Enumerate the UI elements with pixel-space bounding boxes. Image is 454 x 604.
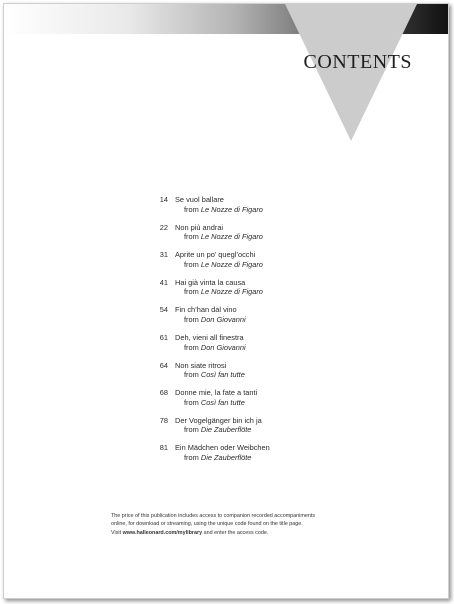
toc-page-number: 54 (159, 305, 168, 315)
toc-opera-title: Die Zauberflöte (200, 425, 252, 435)
toc-opera-title: Don Giovanni (200, 342, 246, 352)
toc-from-label: from (184, 314, 199, 324)
toc-from-label: from (184, 452, 199, 462)
toc-source (184, 315, 246, 325)
toc-opera-title: Le Nozze di Figaro (200, 287, 263, 297)
toc-opera-title: Don Giovanni (200, 314, 246, 324)
toc-from-label: from (184, 204, 199, 214)
toc-song-title: Non siate ritrosi (175, 360, 227, 370)
access-note-line: Visit www.halleonard.com/mylibrary and enter the access code. (111, 529, 269, 536)
toc-source (184, 398, 245, 408)
access-note-line: The price of this publication includes access to companion recorded accompaniments (111, 513, 316, 519)
toc-song-title: Hai già vinta la causa (175, 277, 246, 287)
gray-triangle-graphic (4, 4, 448, 598)
toc-page-number: 41 (159, 277, 168, 287)
toc-from-label: from (184, 397, 199, 407)
toc-song-title: Non più andrai (175, 222, 224, 232)
toc-from-label: from (184, 370, 199, 380)
toc-song-title: Aprite un po’ quegl’occhi (175, 250, 256, 260)
toc-song-title: Der Vogelgänger bin ich ja (175, 415, 262, 425)
toc-song-title: Deh, vieni all finestra (175, 332, 244, 342)
toc-song-title: Fin ch’han dal vino (175, 305, 237, 315)
page-title: CONTENTS (303, 51, 412, 73)
library-url[interactable]: www.halleonard.com/mylibrary (122, 529, 203, 536)
toc-page-number: 78 (159, 415, 168, 425)
toc-song-title: Donne mie, la fate a tanti (175, 388, 258, 398)
toc-source (184, 453, 251, 463)
access-note-line: online, for download or streaming, using the unique code found on the title page. (111, 521, 303, 528)
toc-source (184, 343, 246, 353)
toc-opera-title: Così fan tutte (200, 370, 245, 380)
toc-opera-title: Così fan tutte (200, 397, 245, 407)
toc-from-label: from (184, 287, 199, 297)
toc-page-number: 81 (159, 443, 168, 453)
toc-from-label: from (184, 342, 199, 352)
toc-page-number: 14 (159, 195, 168, 204)
access-note (111, 512, 411, 537)
toc-from-label: from (184, 425, 199, 435)
toc-source (184, 425, 251, 435)
toc-song-title: Se vuol ballare (175, 195, 224, 204)
document-page (3, 3, 449, 599)
toc-from-label: from (184, 259, 199, 269)
toc-page-number: 22 (159, 222, 168, 232)
toc-source (184, 370, 245, 380)
toc-opera-title: Die Zauberflöte (200, 452, 252, 462)
toc-source (184, 287, 263, 297)
toc-opera-title: Le Nozze di Figaro (200, 259, 263, 269)
toc-source (184, 205, 263, 215)
toc-page-number: 68 (159, 388, 168, 398)
toc-from-label: from (184, 232, 199, 242)
toc-opera-title: Le Nozze di Figaro (200, 204, 263, 214)
toc-page-number: 61 (159, 332, 168, 342)
toc-page-number: 31 (159, 250, 168, 260)
toc-page-number: 64 (159, 360, 168, 370)
toc-source (184, 232, 263, 242)
toc-song-title: Ein Mädchen oder Weibchen (175, 443, 270, 453)
toc-source (184, 260, 263, 270)
toc-opera-title: Le Nozze di Figaro (200, 232, 263, 242)
